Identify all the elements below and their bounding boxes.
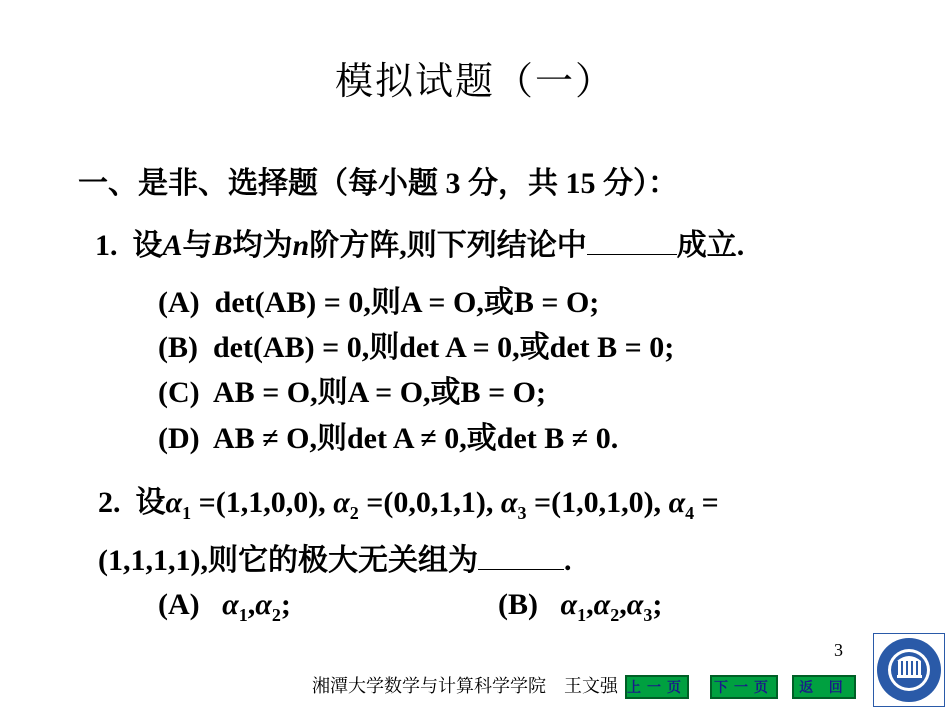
question-number: 1. (95, 229, 118, 262)
question-2-line-2: (1,1,1,1),则它的极大无关组为 . (98, 544, 572, 577)
question-number: 2. (98, 486, 121, 519)
footer-text: 湘潭大学数学与计算科学学院 王文强 (312, 676, 618, 697)
section-heading: 一、是非、选择题（每小题 3 分，共 15 分）： (78, 167, 678, 200)
logo-building-icon (897, 656, 922, 678)
question-2-line-1: 2. 设$\alpha_1 =(1,1,0,0)$, $\alpha_2 =(0,0,1,1)$, $\alpha_3 =(1,0,1,0)$, $\alpha_4$ = (98, 486, 719, 523)
q2-option-a: (A) $\alpha_1,\alpha_2$; (158, 588, 291, 625)
prev-page-button[interactable]: 上一页 (625, 675, 689, 699)
q1-option-b: (B) det(AB) = 0,则det A = 0,或det B = 0; (158, 331, 675, 364)
q1-option-d: (D) AB ≠ O,则det A ≠ 0,或det B ≠ 0. (158, 422, 619, 455)
q1-option-c: (C) AB = O,则A = O,或B = O; (158, 376, 546, 409)
answer-blank (587, 248, 677, 255)
back-button[interactable]: 返 回 (792, 675, 856, 699)
next-page-button[interactable]: 下一页 (710, 675, 778, 699)
page-title: 模拟试题（一） (334, 61, 615, 103)
answer-blank (478, 563, 564, 570)
page-number: 3 (834, 640, 843, 660)
university-logo (873, 633, 945, 707)
q2-option-b: (B) $\alpha_1,\alpha_2,\alpha_3$; (498, 588, 663, 625)
question-1: 1. 设A与B均为n阶方阵,则下列结论中 成立. (95, 229, 745, 262)
q1-option-a: (A) det(AB) = 0,则A = O,或B = O; (158, 286, 600, 319)
